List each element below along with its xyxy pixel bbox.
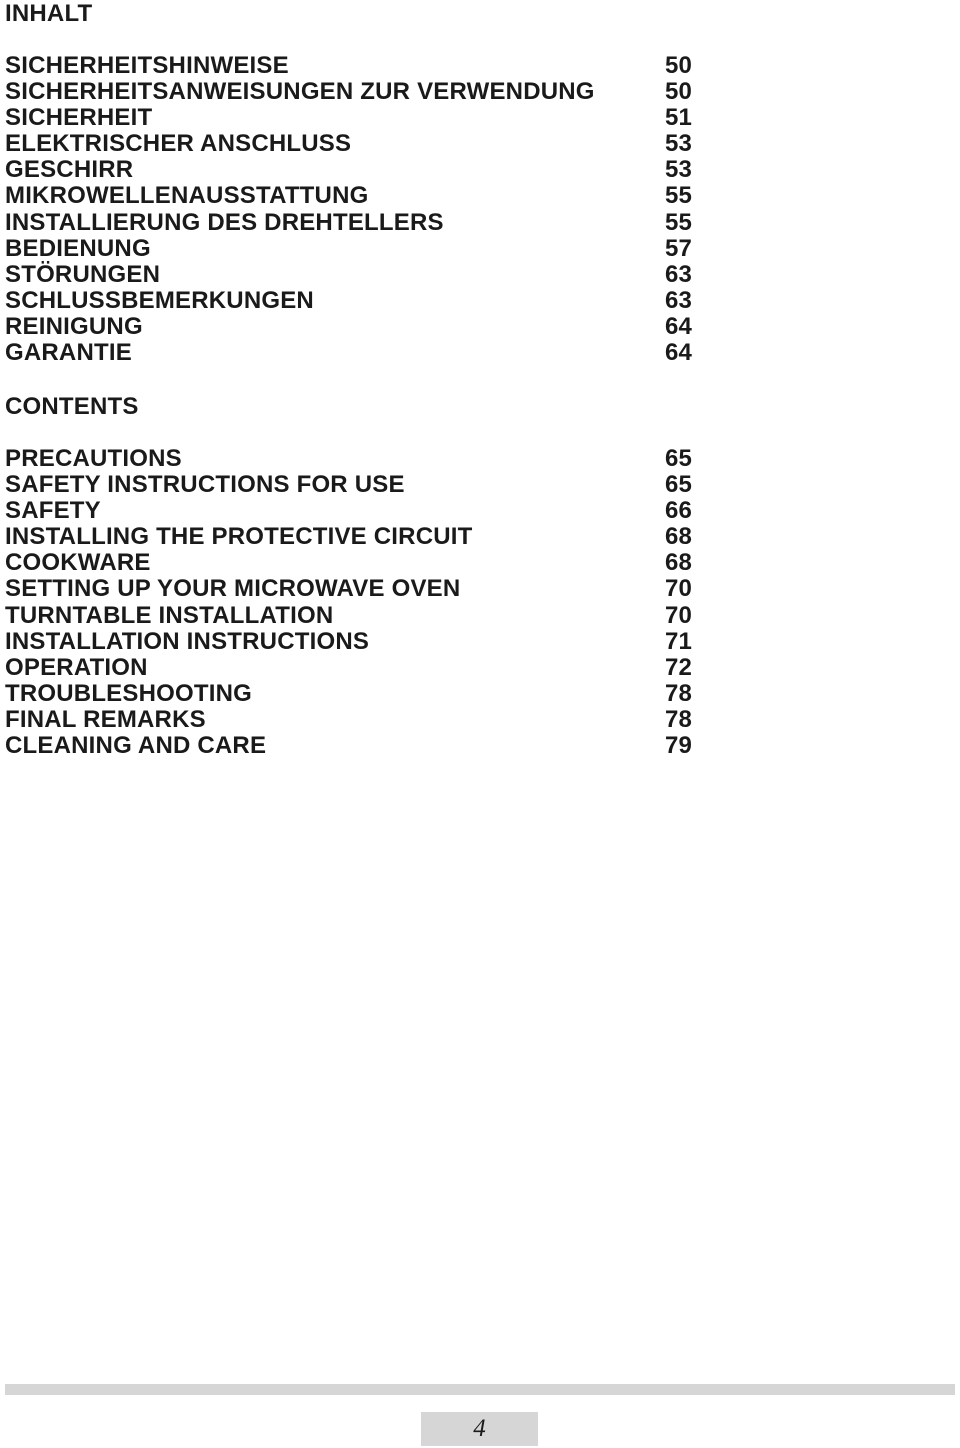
toc-entry-page: 78 (665, 705, 693, 733)
toc-entry-title: GESCHIRR (5, 156, 134, 184)
toc-entry-title: SICHERHEITSHINWEISE (5, 52, 289, 79)
toc-entry-title: INSTALLATION INSTRUCTIONS (5, 627, 370, 655)
toc-entry-page: 65 (665, 471, 693, 499)
toc-entry-title: BEDIENUNG (5, 234, 151, 262)
toc-entry-title: TURNTABLE INSTALLATION (5, 601, 334, 629)
toc-entry (5, 79, 695, 105)
toc-entry (5, 707, 695, 733)
toc-entry-title: GARANTIE (5, 339, 132, 367)
toc-entry-title: COOKWARE (5, 549, 151, 577)
toc-entry-page: 72 (665, 653, 693, 681)
toc-entry (5, 262, 695, 288)
toc-entry-title: SICHERHEIT (5, 104, 153, 132)
toc-entry-title: SICHERHEITSANWEISUNGEN ZUR VERWENDUNG (5, 78, 595, 106)
toc-entry (5, 498, 695, 524)
toc-entry (5, 524, 695, 550)
toc-entry (5, 733, 695, 759)
toc-entry (5, 446, 695, 472)
toc-entry-title: INSTALLIERUNG DES DREHTELLERS (5, 208, 444, 236)
toc-entry-page: 64 (665, 312, 693, 340)
toc-entry-title: PRECAUTIONS (5, 445, 182, 472)
english-toc-heading: CONTENTS (5, 393, 139, 420)
toc-entry-page: 79 (665, 732, 693, 760)
toc-entry (5, 183, 695, 209)
toc-entry-page: 68 (665, 523, 693, 551)
toc-entry (5, 603, 695, 629)
toc-entry (5, 472, 695, 498)
toc-entry-page: 53 (665, 156, 693, 184)
toc-entry-page: 71 (665, 627, 693, 655)
toc-entry-page: 68 (665, 549, 693, 577)
page-number: 4 (473, 1415, 486, 1442)
german-toc-list (5, 53, 695, 366)
toc-entry (5, 210, 695, 236)
german-toc-heading: INHALT (5, 0, 93, 27)
toc-entry (5, 288, 695, 314)
toc-entry (5, 105, 695, 131)
toc-entry (5, 681, 695, 707)
toc-entry (5, 53, 695, 79)
toc-entry-title: MIKROWELLENAUSSTATTUNG (5, 182, 369, 210)
toc-entry-page: 53 (665, 130, 693, 158)
page-number-box (421, 1412, 538, 1446)
toc-entry-title: STÖRUNGEN (5, 260, 161, 288)
toc-entry-title: OPERATION (5, 653, 148, 681)
toc-entry (5, 550, 695, 576)
toc-entry (5, 576, 695, 602)
toc-entry (5, 157, 695, 183)
toc-entry (5, 655, 695, 681)
toc-entry-page: 55 (665, 182, 693, 210)
toc-entry-page: 63 (665, 286, 693, 314)
toc-entry-page: 70 (665, 601, 693, 629)
toc-entry-page: 70 (665, 575, 693, 603)
toc-entry (5, 629, 695, 655)
toc-entry-title: CLEANING AND CARE (5, 732, 267, 760)
toc-entry-title: ELEKTRISCHER ANSCHLUSS (5, 130, 352, 158)
toc-entry-title: FINAL REMARKS (5, 705, 206, 733)
footer-divider-bar (5, 1384, 955, 1395)
toc-entry-title: REINIGUNG (5, 312, 143, 340)
toc-entry-page: 64 (665, 339, 693, 367)
toc-entry-title: SAFETY INSTRUCTIONS FOR USE (5, 471, 405, 499)
toc-entry-page: 50 (665, 78, 693, 106)
toc-entry (5, 236, 695, 262)
toc-entry-page: 50 (665, 52, 693, 79)
toc-entry-title: SCHLUSSBEMERKUNGEN (5, 286, 314, 314)
toc-entry-title: SAFETY (5, 497, 101, 525)
toc-entry (5, 314, 695, 340)
toc-entry-title: SETTING UP YOUR MICROWAVE OVEN (5, 575, 461, 603)
toc-entry-page: 66 (665, 497, 693, 525)
toc-entry-page: 78 (665, 679, 693, 707)
toc-entry-page: 51 (665, 104, 693, 132)
toc-entry-page: 57 (665, 234, 693, 262)
english-toc-list (5, 446, 695, 759)
toc-entry-page: 63 (665, 260, 693, 288)
toc-entry-title: INSTALLING THE PROTECTIVE CIRCUIT (5, 523, 473, 551)
toc-entry-title: TROUBLESHOOTING (5, 679, 252, 707)
toc-entry-page: 55 (665, 208, 693, 236)
toc-entry (5, 340, 695, 366)
toc-entry-page: 65 (665, 445, 693, 472)
toc-entry (5, 131, 695, 157)
